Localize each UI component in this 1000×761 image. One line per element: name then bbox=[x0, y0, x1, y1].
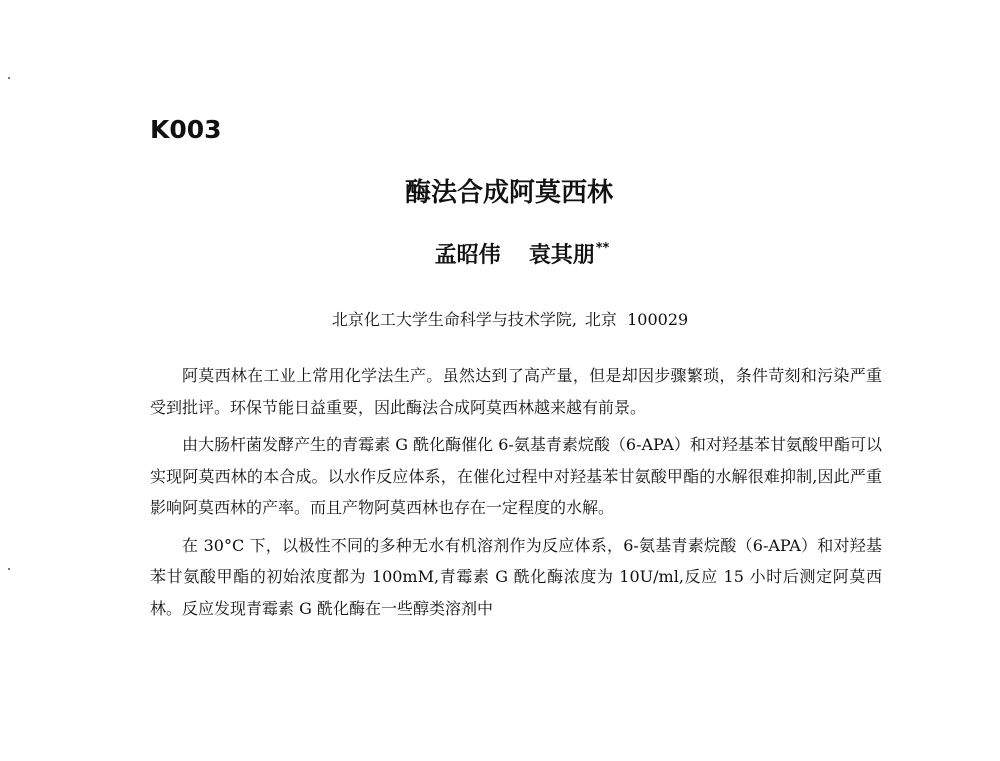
city: 北京 bbox=[584, 310, 617, 329]
scan-speck bbox=[8, 77, 10, 79]
authors-line bbox=[0, 238, 1000, 269]
body-text bbox=[150, 360, 882, 630]
affiliation: 北京化工大学生命科学与技术学院, bbox=[331, 310, 577, 329]
affiliation-line bbox=[0, 307, 1000, 330]
paper-title: 酶法合成阿莫西林 bbox=[404, 178, 613, 208]
paragraph: 在 30°C 下，以极性不同的多种无水有机溶剂作为反应体系，6-氨基青素烷酸（6-APA）和对羟基苯甘氨酸甲酯的初始浓度都为 100mM,青霉素 G 酰化酶浓度为 10U/ml,反应 15 小时后测定阿莫西林。反应发现青霉素 G 酰化酶在一些醇类溶剂中 bbox=[150, 535, 882, 618]
postcode: 100029 bbox=[627, 310, 689, 329]
author-name: 孟昭伟 bbox=[434, 243, 501, 268]
paragraph: 阿莫西林在工业上常用化学法生产。虽然达到了高产量，但是却因步骤繁琐，条件苛刻和污染严重受到批评。环保节能日益重要，因此酶法合成阿莫西林越来越有前景。 bbox=[150, 366, 882, 417]
corresponding-author-mark: ** bbox=[595, 241, 610, 256]
document-code: K003 bbox=[150, 115, 222, 144]
scan-speck bbox=[8, 568, 10, 570]
paragraph: 由大肠杆菌发酵产生的青霉素 G 酰化酶催化 6-氨基青素烷酸（6-APA）和对羟基苯甘氨酸甲酯可以实现阿莫西林的本合成。以水作反应体系，在催化过程中对羟基苯甘氨酸甲酯的水解很难抑制,因此严重影响阿莫西林的产率。而且产物阿莫西林也存在一定程度的水解。 bbox=[150, 435, 882, 517]
author-name: 袁其朋 bbox=[528, 243, 595, 268]
